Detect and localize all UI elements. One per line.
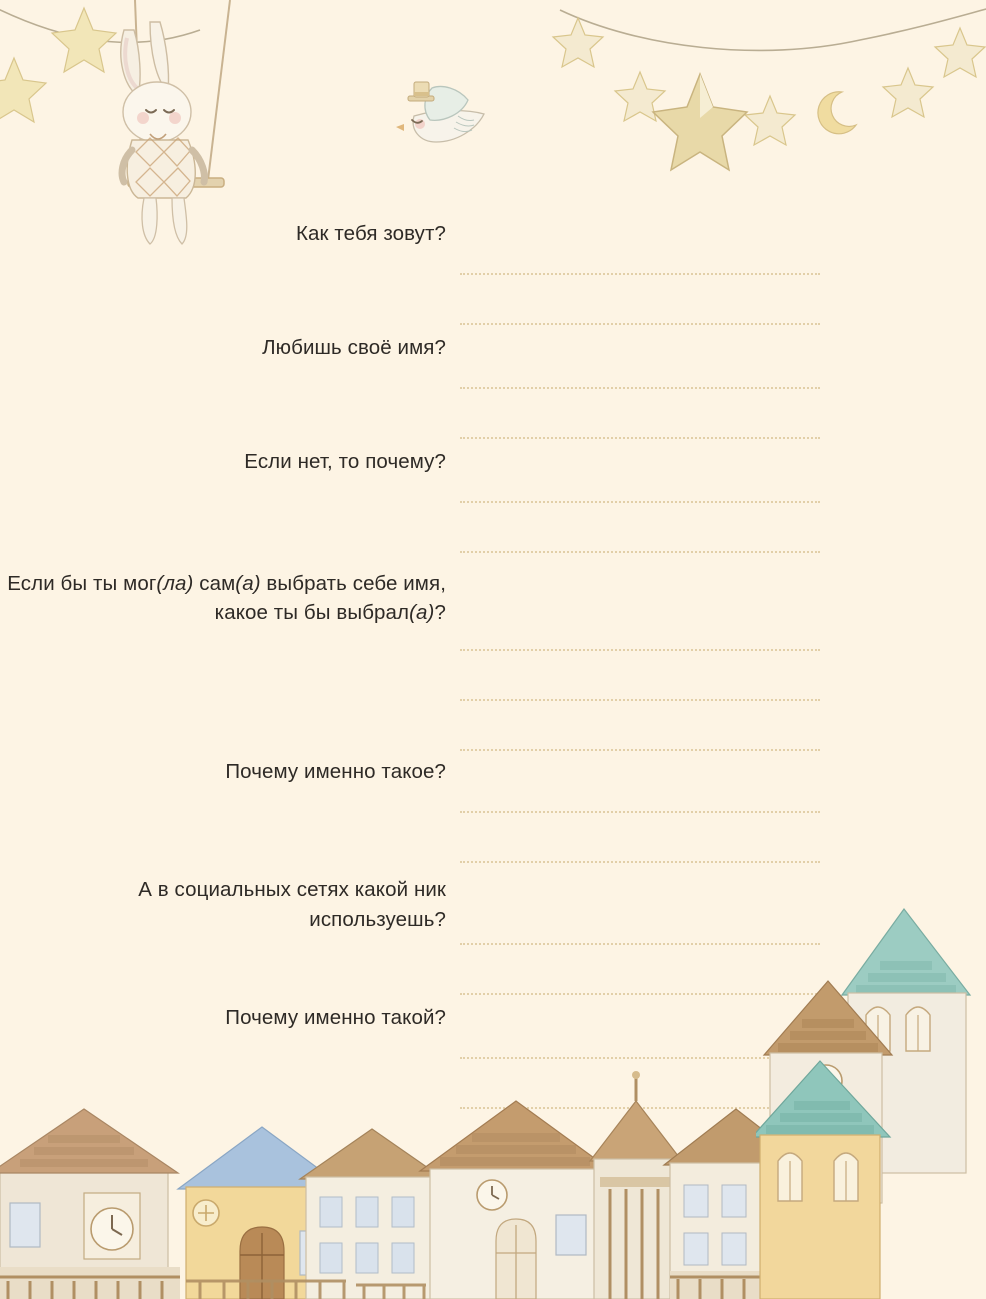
answer-lines-name	[460, 219, 986, 325]
answer-line[interactable]	[460, 503, 820, 553]
answer-line[interactable]	[460, 813, 820, 863]
question-label-like-name: Любишь своё имя?	[262, 336, 446, 359]
answer-line[interactable]	[460, 1009, 820, 1059]
answer-line[interactable]	[460, 1109, 820, 1159]
flying-bird-icon	[380, 70, 500, 170]
answer-line[interactable]	[460, 651, 820, 701]
answer-lines-choose-name	[460, 569, 986, 751]
question-row	[0, 569, 986, 751]
answer-line[interactable]	[460, 601, 820, 651]
question-label-choose-name: Если бы ты мог(ла) сам(а) выбрать себе имя, какое ты бы выбрал(а)?	[7, 572, 446, 624]
question-label-name: Как тебя зовут?	[296, 222, 446, 245]
question-row	[0, 333, 986, 439]
question-row	[0, 875, 986, 995]
question-row	[0, 447, 986, 553]
question-label-social-nick: А в социальных сетях какой ник используешь?	[138, 878, 446, 931]
question-label-why-that: Почему именно такой?	[225, 1006, 446, 1029]
answer-line[interactable]	[460, 701, 820, 751]
answer-line[interactable]	[460, 225, 820, 275]
answer-line[interactable]	[460, 945, 820, 995]
answer-lines-why-that	[460, 1003, 986, 1159]
answer-line[interactable]	[460, 389, 820, 439]
answer-line[interactable]	[460, 339, 820, 389]
big-star-icon	[653, 74, 747, 170]
answer-line[interactable]	[460, 275, 820, 325]
question-label-why-this: Почему именно такое?	[225, 760, 446, 783]
star-garland-icon	[0, 0, 986, 200]
answer-line[interactable]	[460, 1059, 820, 1109]
answer-line[interactable]	[460, 763, 820, 813]
answer-lines-social-nick	[460, 875, 986, 995]
answer-lines-like-name	[460, 333, 986, 439]
answer-lines-why-not	[460, 447, 986, 553]
question-label-why-not: Если нет, то почему?	[244, 450, 446, 473]
questions-list	[0, 215, 986, 1159]
question-row	[0, 757, 986, 863]
question-row	[0, 1003, 986, 1159]
question-row	[0, 219, 986, 325]
answer-line[interactable]	[460, 895, 820, 945]
answer-line[interactable]	[460, 453, 820, 503]
moon-icon	[818, 92, 856, 134]
answer-lines-why-this	[460, 757, 986, 863]
